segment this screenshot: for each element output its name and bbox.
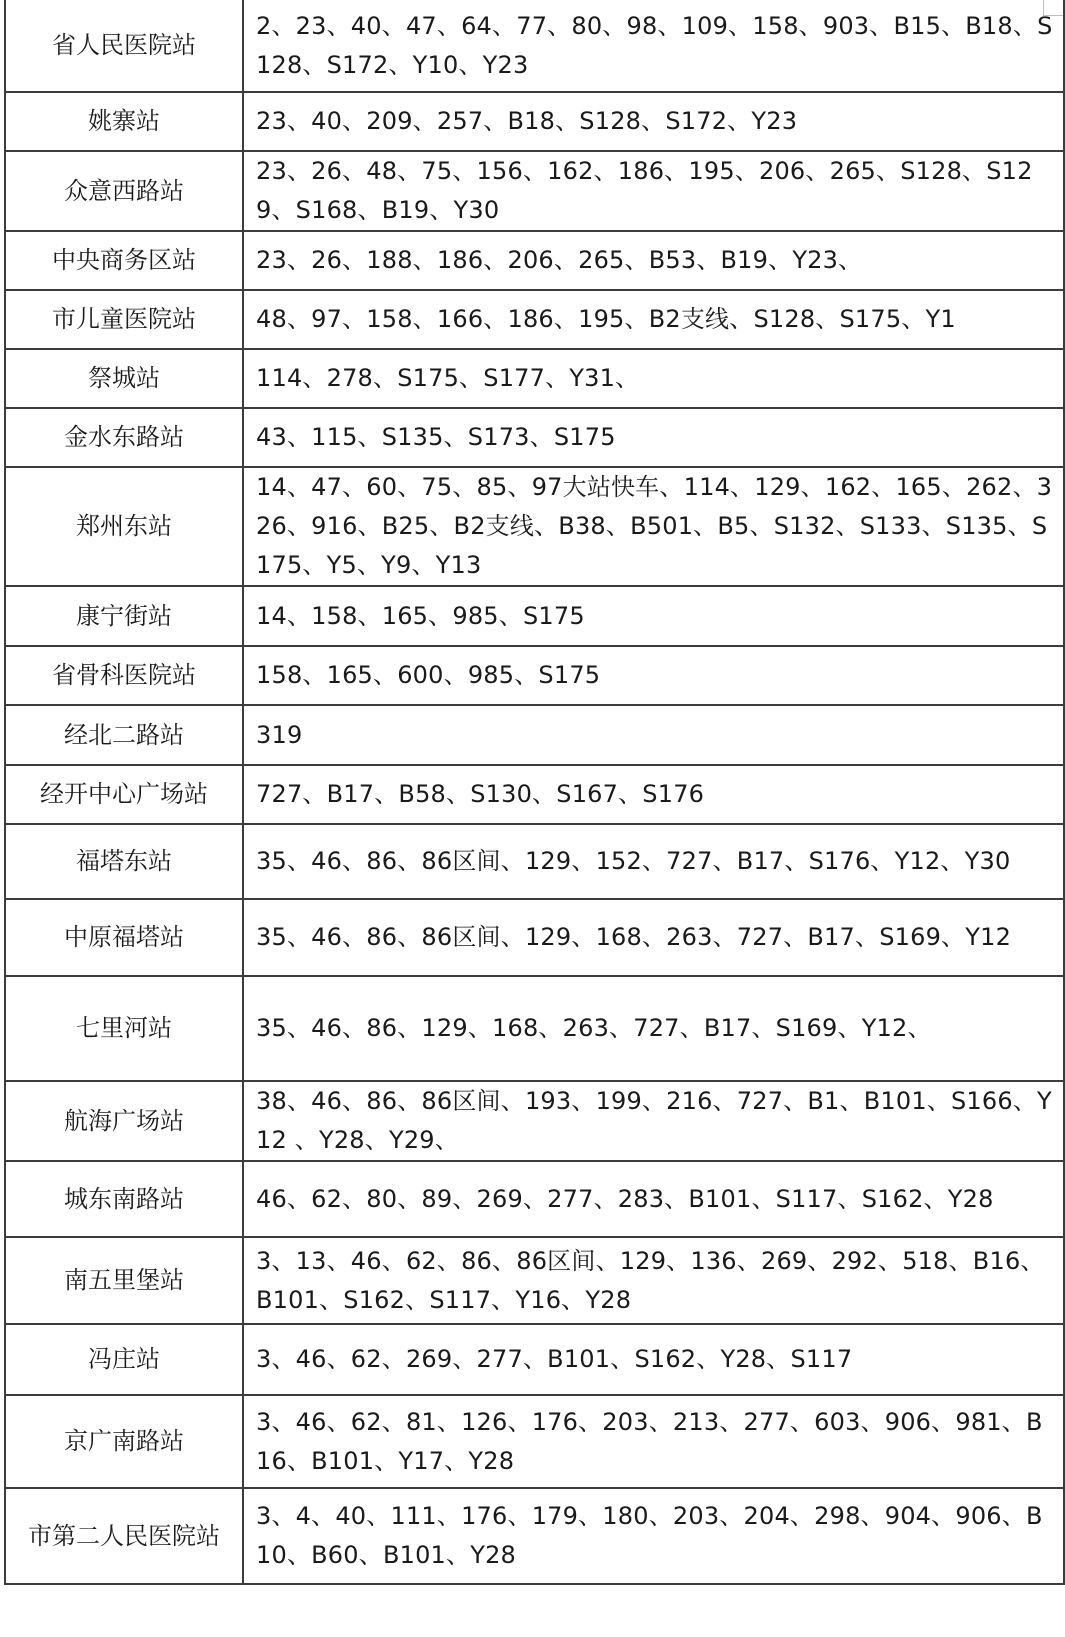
station-name: 福塔东站 — [5, 824, 243, 899]
station-name: 冯庄站 — [5, 1324, 243, 1395]
station-name: 城东南路站 — [5, 1161, 243, 1237]
table-row — [5, 467, 1064, 586]
table-row — [5, 1237, 1064, 1324]
station-name: 市儿童医院站 — [5, 290, 243, 349]
station-name: 南五里堡站 — [5, 1237, 243, 1324]
bus-routes: 3、4、40、111、176、179、180、203、204、298、904、906、B10、B60、B101、Y28 — [243, 1488, 1064, 1584]
station-name: 姚寨站 — [5, 92, 243, 151]
bus-routes: 14、47、60、75、85、97大站快车、114、129、162、165、262、326、916、B25、B2支线、B38、B501、B5、S132、S133、S135、S175、Y5、Y9、Y13 — [243, 467, 1064, 586]
table-row — [5, 1395, 1064, 1488]
table-row — [5, 231, 1064, 290]
bus-routes: 14、158、165、985、S175 — [243, 586, 1064, 646]
table-row — [5, 976, 1064, 1081]
bus-routes: 319 — [243, 705, 1064, 765]
station-name: 中央商务区站 — [5, 231, 243, 290]
table-row — [5, 408, 1064, 467]
station-name: 中原福塔站 — [5, 899, 243, 976]
station-name: 郑州东站 — [5, 467, 243, 586]
bus-transfer-table — [4, 0, 1065, 1585]
station-name: 市第二人民医院站 — [5, 1488, 243, 1584]
station-name: 经北二路站 — [5, 705, 243, 765]
station-name: 金水东路站 — [5, 408, 243, 467]
bus-routes: 727、B17、B58、S130、S167、S176 — [243, 765, 1064, 824]
table-row — [5, 765, 1064, 824]
table-row — [5, 1488, 1064, 1584]
station-name: 航海广场站 — [5, 1081, 243, 1161]
station-name: 七里河站 — [5, 976, 243, 1081]
bus-routes: 114、278、S175、S177、Y31、 — [243, 349, 1064, 408]
table-row — [5, 290, 1064, 349]
table-row — [5, 1081, 1064, 1161]
table-row — [5, 349, 1064, 408]
station-name: 京广南路站 — [5, 1395, 243, 1488]
table-row — [5, 1324, 1064, 1395]
station-name: 祭城站 — [5, 349, 243, 408]
bus-routes: 3、46、62、81、126、176、203、213、277、603、906、981、B16、B101、Y17、Y28 — [243, 1395, 1064, 1488]
table-row — [5, 151, 1064, 231]
table-row — [5, 0, 1064, 92]
bus-routes: 35、46、86、86区间、129、168、263、727、B17、S169、Y12 — [243, 899, 1064, 976]
bus-routes: 23、26、188、186、206、265、B53、B19、Y23、 — [243, 231, 1064, 290]
bus-routes: 2、23、40、47、64、77、80、98、109、158、903、B15、B18、S128、S172、Y10、Y23 — [243, 0, 1064, 92]
table-row — [5, 705, 1064, 765]
table-row — [5, 646, 1064, 705]
table-row — [5, 92, 1064, 151]
station-name: 省人民医院站 — [5, 0, 243, 92]
table-row — [5, 899, 1064, 976]
bus-routes: 158、165、600、985、S175 — [243, 646, 1064, 705]
bus-routes: 23、40、209、257、B18、S128、S172、Y23 — [243, 92, 1064, 151]
station-name: 省骨科医院站 — [5, 646, 243, 705]
bus-routes: 3、13、46、62、86、86区间、129、136、269、292、518、B16、B101、S162、S117、Y16、Y28 — [243, 1237, 1064, 1324]
station-name: 众意西路站 — [5, 151, 243, 231]
bus-routes: 3、46、62、269、277、B101、S162、Y28、S117 — [243, 1324, 1064, 1395]
bus-routes: 48、97、158、166、186、195、B2支线、S128、S175、Y1 — [243, 290, 1064, 349]
table-row — [5, 1161, 1064, 1237]
table-row — [5, 824, 1064, 899]
bus-routes: 35、46、86、86区间、129、152、727、B17、S176、Y12、Y30 — [243, 824, 1064, 899]
station-name: 经开中心广场站 — [5, 765, 243, 824]
station-name: 康宁街站 — [5, 586, 243, 646]
bus-routes: 35、46、86、129、168、263、727、B17、S169、Y12、 — [243, 976, 1064, 1081]
table-row — [5, 586, 1064, 646]
bus-routes: 23、26、48、75、156、162、186、195、206、265、S128、S129、S168、B19、Y30 — [243, 151, 1064, 231]
bus-routes: 38、46、86、86区间、193、199、216、727、B1、B101、S166、Y12 、Y28、Y29、 — [243, 1081, 1064, 1161]
bus-routes: 43、115、S135、S173、S175 — [243, 408, 1064, 467]
bus-routes: 46、62、80、89、269、277、283、B101、S117、S162、Y28 — [243, 1161, 1064, 1237]
